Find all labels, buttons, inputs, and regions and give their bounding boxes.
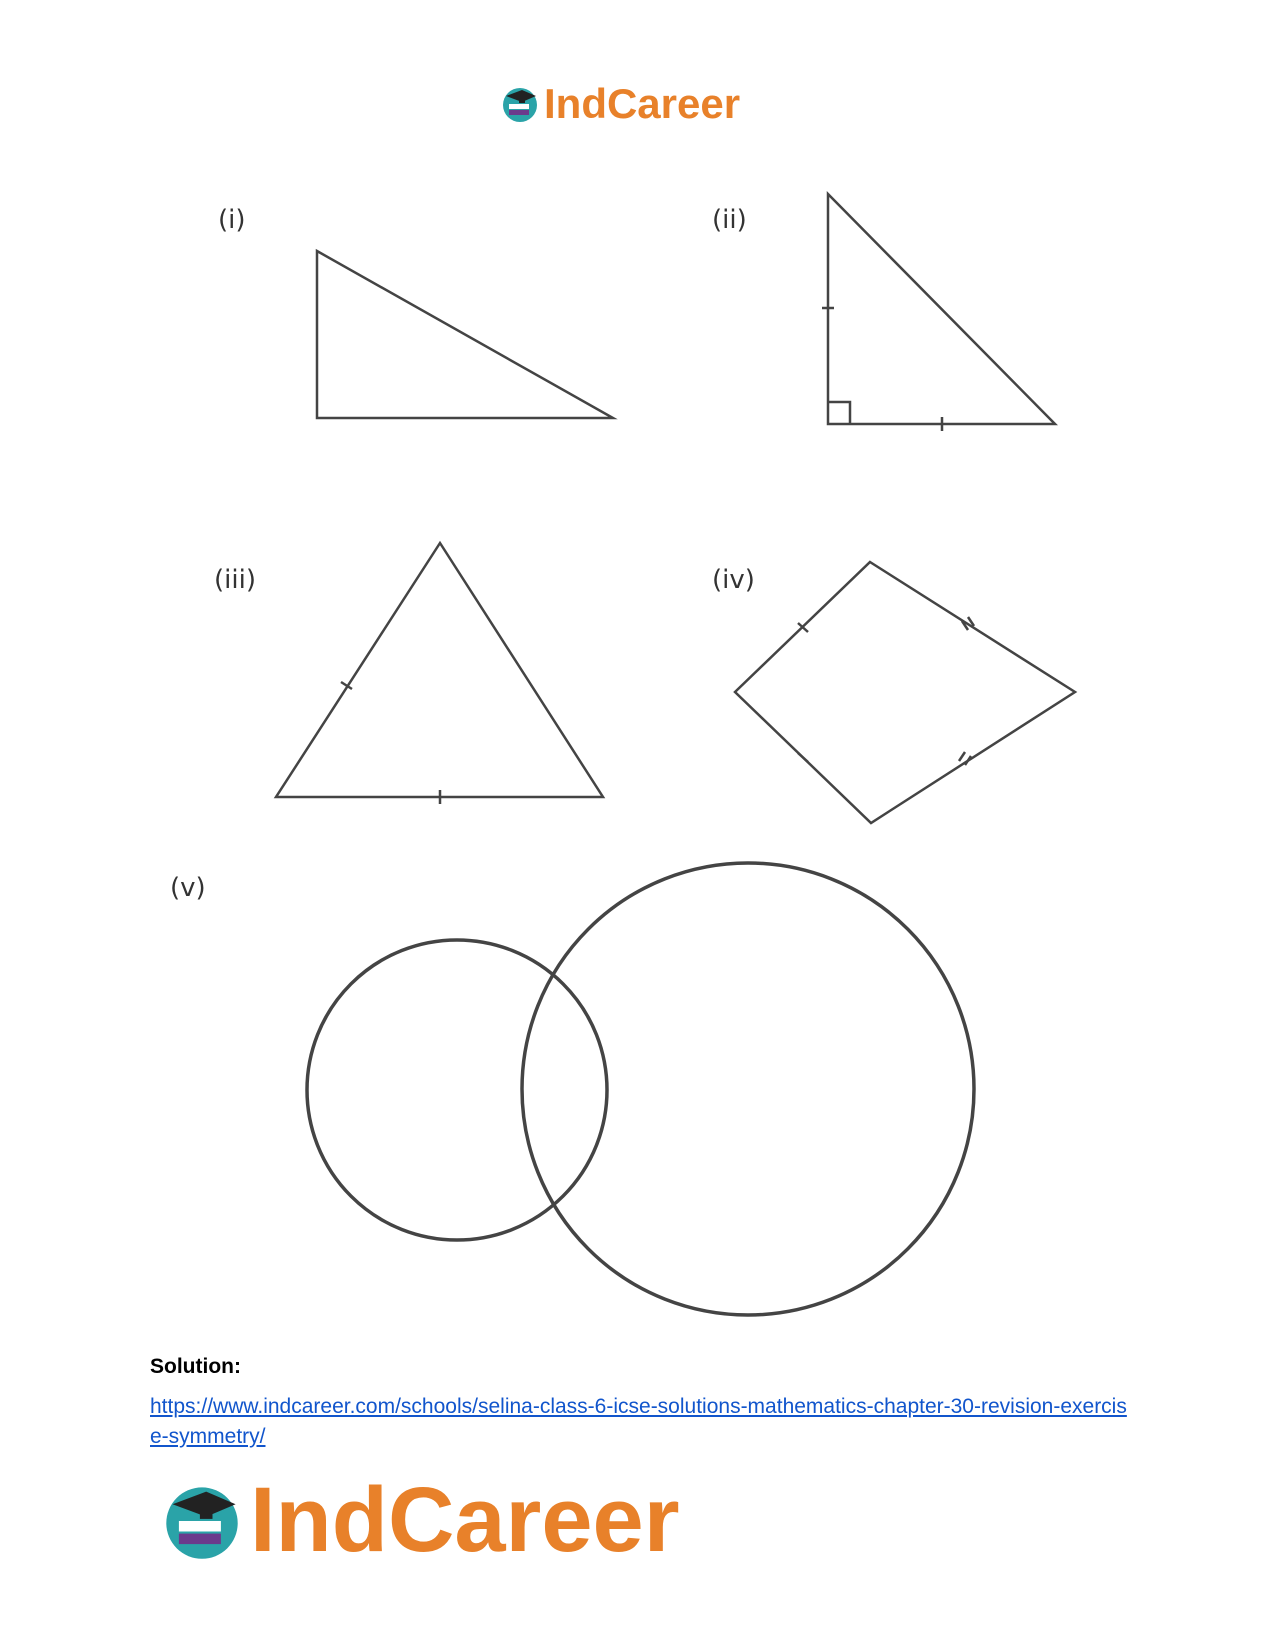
figure-label-ii: (ii)	[712, 205, 747, 235]
figure-i-triangle	[317, 251, 613, 418]
figure-iii-isosceles-triangle	[276, 543, 603, 804]
figure-iv-kite	[735, 562, 1075, 823]
footer-logo-text: IndCareer	[250, 1469, 680, 1571]
footer-logo	[160, 1468, 680, 1573]
figure-label-i: (i)	[218, 205, 246, 235]
figure-v-intersecting-circles	[307, 863, 974, 1315]
header-logo-text: IndCareer	[544, 80, 741, 127]
figure-label-iv: (iv)	[712, 565, 755, 595]
solution-link[interactable]: https://www.indcareer.com/schools/selina-class-6-icse-solutions-mathematics-chapter-30-revision-exercise-symmetry/	[150, 1395, 1127, 1448]
figure-ii-right-isosceles-triangle	[822, 194, 1055, 431]
figure-label-iii: (iii)	[214, 565, 256, 595]
figure-label-v: (v)	[170, 873, 206, 903]
solution-heading: Solution:	[150, 1355, 241, 1378]
logo-emblem-icon	[160, 1479, 244, 1563]
